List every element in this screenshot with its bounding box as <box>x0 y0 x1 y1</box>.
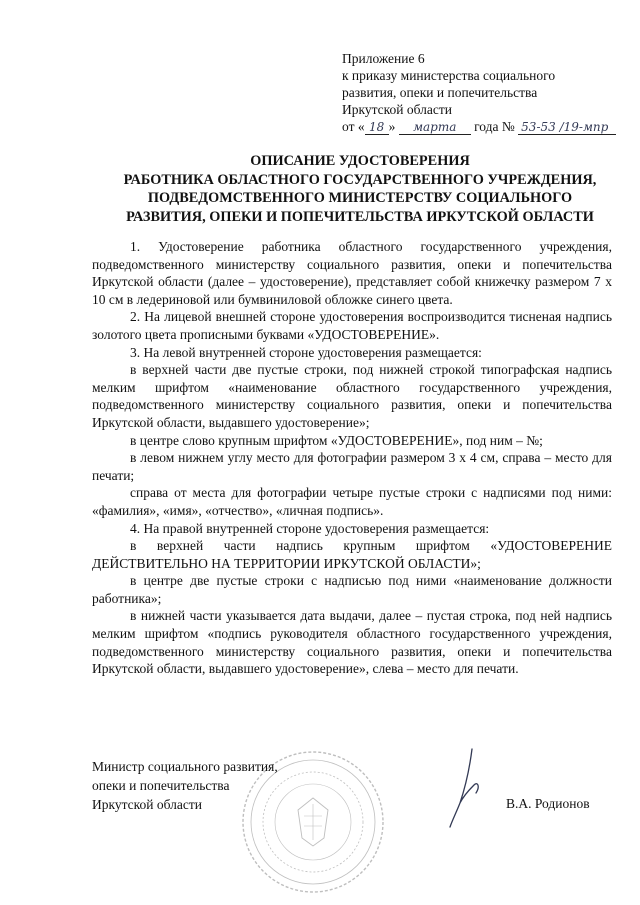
appendix-region-line: Иркутской области <box>342 102 453 117</box>
paragraph-1: 1. Удостоверение работника областного государственного учреждения, подведомственного министерству социального развития, опеки и попечительства Иркутской области (далее – удостоверение), представляет собой книжечку размером 7 х 10 см в ледериновой или бумвиниловой обложке синего цвета. <box>92 239 612 307</box>
document-title <box>90 152 630 226</box>
appendix-order-line: к приказу министерства социального <box>342 68 556 83</box>
paragraph-9: в верхней части надпись крупным шрифтом «УДОСТОВЕРЕНИЕ ДЕЙСТВИТЕЛЬНО НА ТЕРРИТОРИИ ИРКУТСКОЙ ОБЛАСТИ»; <box>92 538 612 571</box>
paragraph-4: в верхней части две пустые строки, под нижней строкой типографская надпись мелким шрифтом «наименование областного государственного учреждения, подведомственного министерству социального развития, опеки и попечительства Иркутской области, выдавшего удостоверение»; <box>92 362 612 430</box>
paragraph-10: в центре две пустые строки с надписью под ними «наименование должности работника»; <box>92 573 612 606</box>
date-year-label: года № <box>474 119 515 134</box>
appendix-ministry-line: развития, опеки и попечительства <box>342 85 538 100</box>
title-line-3: ПОДВЕДОМСТВЕННОГО МИНИСТЕРСТВУ СОЦИАЛЬНОГО <box>147 190 573 206</box>
date-mid: » <box>388 119 396 134</box>
paragraph-8: 4. На правой внутренней стороне удостоверения размещается: <box>130 520 490 536</box>
position-line-2: опеки и попечительства <box>92 778 230 793</box>
paragraph-7: справа от места для фотографии четыре пустые строки с надписями под ними: «фамилия», «имя», «отчество», «личная подпись». <box>92 485 612 518</box>
paragraph-2: 2. На лицевой внешней стороне удостоверения воспроизводится тисненая надпись золотого цвета прописными буквами «УДОСТОВЕРЕНИЕ». <box>92 309 612 342</box>
title-line-4: РАЗВИТИЯ, ОПЕКИ И ПОПЕЧИТЕЛЬСТВА ИРКУТСКОЙ ОБЛАСТИ <box>126 208 594 225</box>
title-line-2: РАБОТНИКА ОБЛАСТНОГО ГОСУДАРСТВЕННОГО УЧРЕЖДЕНИЯ, <box>123 171 597 188</box>
title-line-1: ОПИСАНИЕ УДОСТОВЕРЕНИЯ <box>250 153 470 169</box>
handwritten-doc-number: 53-53 /19-мпр <box>518 120 616 135</box>
paragraph-5: в центре слово крупным шрифтом «УДОСТОВЕРЕНИЕ», под ним – №; <box>130 432 543 448</box>
paragraph-3: 3. На левой внутренней стороне удостоверения размещается: <box>130 344 482 360</box>
handwritten-day: 18 <box>365 120 389 135</box>
appendix-header <box>342 50 632 135</box>
appendix-number: Приложение 6 <box>342 51 425 66</box>
paragraph-6: в левом нижнем углу место для фотографии размером 3 х 4 см, справа – место для печати; <box>92 450 612 483</box>
signatory-name: В.А. Родионов <box>506 796 590 811</box>
position-line-1: Министр социального развития, <box>92 759 278 774</box>
position-line-3: Иркутской области <box>92 797 203 812</box>
paragraph-11: в нижней части указывается дата выдачи, далее – пустая строка, под ней надпись мелким шрифтом «подпись руководителя областного государственного учреждения, подведомственного министерству социального развития, опеки и попечительства Иркутской области, выдавшего удостоверение», слева – место для печати. <box>92 608 612 677</box>
handwritten-signature-icon <box>440 745 500 830</box>
handwritten-month: марта <box>399 120 471 135</box>
date-prefix: от « <box>342 119 365 134</box>
document-body <box>92 238 612 678</box>
appendix-date-line <box>342 118 632 135</box>
signatory-position <box>92 757 332 814</box>
